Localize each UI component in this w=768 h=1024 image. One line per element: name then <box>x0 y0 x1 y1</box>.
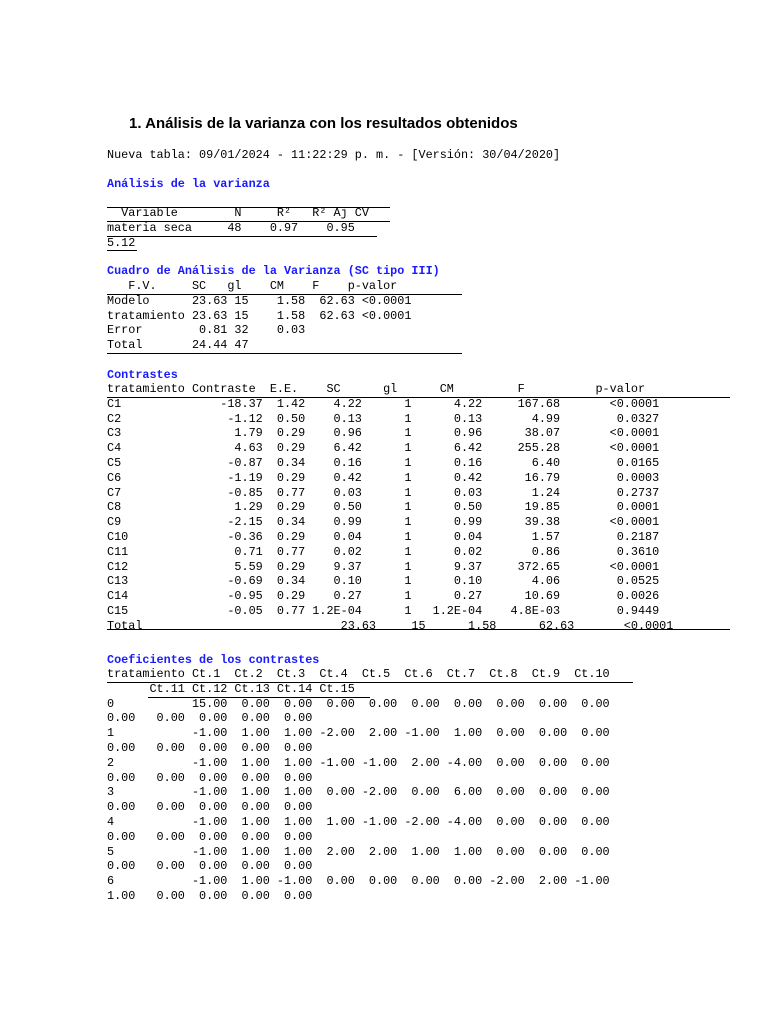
summary-table <box>107 206 369 250</box>
coef-row: 6 -1.00 1.00 -1.00 0.00 0.00 0.00 0.00 -2.00 2.00 -1.00 <box>107 874 610 889</box>
coef-row: 1 -1.00 1.00 1.00 -2.00 2.00 -1.00 1.00 0.00 0.00 0.00 <box>107 726 610 741</box>
summary-cv-rule <box>107 250 137 251</box>
summary-header: Variable N R² R² Aj CV <box>107 206 369 220</box>
contrastes-bottom-rule <box>107 629 730 630</box>
coeficientes-table <box>107 667 610 904</box>
coef-header2-rule <box>148 697 370 698</box>
contrast-row: C3 1.79 0.29 0.96 1 0.96 38.07 <0.0001 <box>107 426 660 441</box>
cuadro-title: Cuadro de Análisis de la Varianza (SC tipo III) <box>107 264 440 278</box>
coef-row: 0.00 0.00 0.00 0.00 0.00 <box>107 740 313 755</box>
coef-row: 0.00 0.00 0.00 0.00 0.00 <box>107 711 313 726</box>
contrast-row: C8 1.29 0.29 0.50 1 0.50 19.85 0.0001 <box>107 500 660 515</box>
cuadro-row: tratamiento 23.63 15 1.58 62.63 <0.0001 <box>107 308 412 323</box>
summary-row: materia seca 48 0.97 0.95 <box>107 220 355 235</box>
contrast-row: C15 -0.05 0.77 1.2E-04 1 1.2E-04 4.8E-03 0.9449 <box>107 603 660 618</box>
coef-row: 1.00 0.00 0.00 0.00 0.00 <box>107 888 313 903</box>
contrast-row: C6 -1.19 0.29 0.42 1 0.42 16.79 0.0003 <box>107 470 660 485</box>
coef-header-1: tratamiento Ct.1 Ct.2 Ct.3 Ct.4 Ct.5 Ct.6 Ct.7 Ct.8 Ct.9 Ct.10 <box>107 667 610 681</box>
contrastes-header: tratamiento Contraste E.E. SC gl CM F p-valor <box>107 382 646 396</box>
coeficientes-title: Coeficientes de los contrastes <box>107 653 320 667</box>
contrast-row: C4 4.63 0.29 6.42 1 6.42 255.28 <0.0001 <box>107 441 660 456</box>
contrast-row: C5 -0.87 0.34 0.16 1 0.16 6.40 0.0165 <box>107 455 660 470</box>
cuadro-header: F.V. SC gl CM F p-valor <box>107 279 398 293</box>
contrastes-title: Contrastes <box>107 368 178 382</box>
coef-row: 0.00 0.00 0.00 0.00 0.00 <box>107 829 313 844</box>
contrast-row: C2 -1.12 0.50 0.13 1 0.13 4.99 0.0327 <box>107 411 660 426</box>
contrast-row: C14 -0.95 0.29 0.27 1 0.27 10.69 0.0026 <box>107 589 660 604</box>
contrastes-header-rule <box>107 397 730 398</box>
coef-row: 5 -1.00 1.00 1.00 2.00 2.00 1.00 1.00 0.00 0.00 0.00 <box>107 844 610 859</box>
cuadro-row: Error 0.81 32 0.03 <box>107 323 306 338</box>
cuadro-bottom-rule <box>107 353 462 354</box>
cuadro-row: Total 24.44 47 <box>107 338 249 353</box>
contrast-total-row: Total 23.63 15 1.58 62.63 <0.0001 <box>107 618 674 633</box>
summary-cv: 5.12 <box>107 235 136 250</box>
anova-title: Análisis de la varianza <box>107 177 270 191</box>
contrast-row: C13 -0.69 0.34 0.10 1 0.10 4.06 0.0525 <box>107 574 660 589</box>
contrast-row: C7 -0.85 0.77 0.03 1 0.03 1.24 0.2737 <box>107 485 660 500</box>
coef-row: 0.00 0.00 0.00 0.00 0.00 <box>107 770 313 785</box>
contrast-row: C11 0.71 0.77 0.02 1 0.02 0.86 0.3610 <box>107 544 660 559</box>
contrast-row: C12 5.59 0.29 9.37 1 9.37 372.65 <0.0001 <box>107 559 660 574</box>
summary-row-rule <box>107 236 377 237</box>
contrast-row: C1 -18.37 1.42 4.22 1 4.22 167.68 <0.0001 <box>107 396 660 411</box>
coef-header1-rule <box>107 682 633 683</box>
new-table-line: Nueva tabla: 09/01/2024 - 11:22:29 p. m. - [Versión: 30/04/2020] <box>107 148 561 162</box>
cuadro-row: Modelo 23.63 15 1.58 62.63 <0.0001 <box>107 293 412 308</box>
contrast-row: C9 -2.15 0.34 0.99 1 0.99 39.38 <0.0001 <box>107 515 660 530</box>
summary-header-rule <box>107 221 390 222</box>
coef-header-2: Ct.11 Ct.12 Ct.13 Ct.14 Ct.15 <box>107 681 355 696</box>
cuadro-header-rule <box>107 294 462 295</box>
coef-row: 0.00 0.00 0.00 0.00 0.00 <box>107 859 313 874</box>
coef-row: 0 15.00 0.00 0.00 0.00 0.00 0.00 0.00 0.00 0.00 0.00 <box>107 696 610 711</box>
contrast-row: C10 -0.36 0.29 0.04 1 0.04 1.57 0.2187 <box>107 529 660 544</box>
coef-row: 4 -1.00 1.00 1.00 1.00 -1.00 -2.00 -4.00 0.00 0.00 0.00 <box>107 814 610 829</box>
coef-row: 0.00 0.00 0.00 0.00 0.00 <box>107 800 313 815</box>
cuadro-table <box>107 279 411 353</box>
section-heading: 1. Análisis de la varianza con los resultados obtenidos <box>129 115 518 132</box>
coef-row: 2 -1.00 1.00 1.00 -1.00 -1.00 2.00 -4.00 0.00 0.00 0.00 <box>107 755 610 770</box>
contrastes-table <box>107 382 673 634</box>
coef-row: 3 -1.00 1.00 1.00 0.00 -2.00 0.00 6.00 0.00 0.00 0.00 <box>107 785 610 800</box>
